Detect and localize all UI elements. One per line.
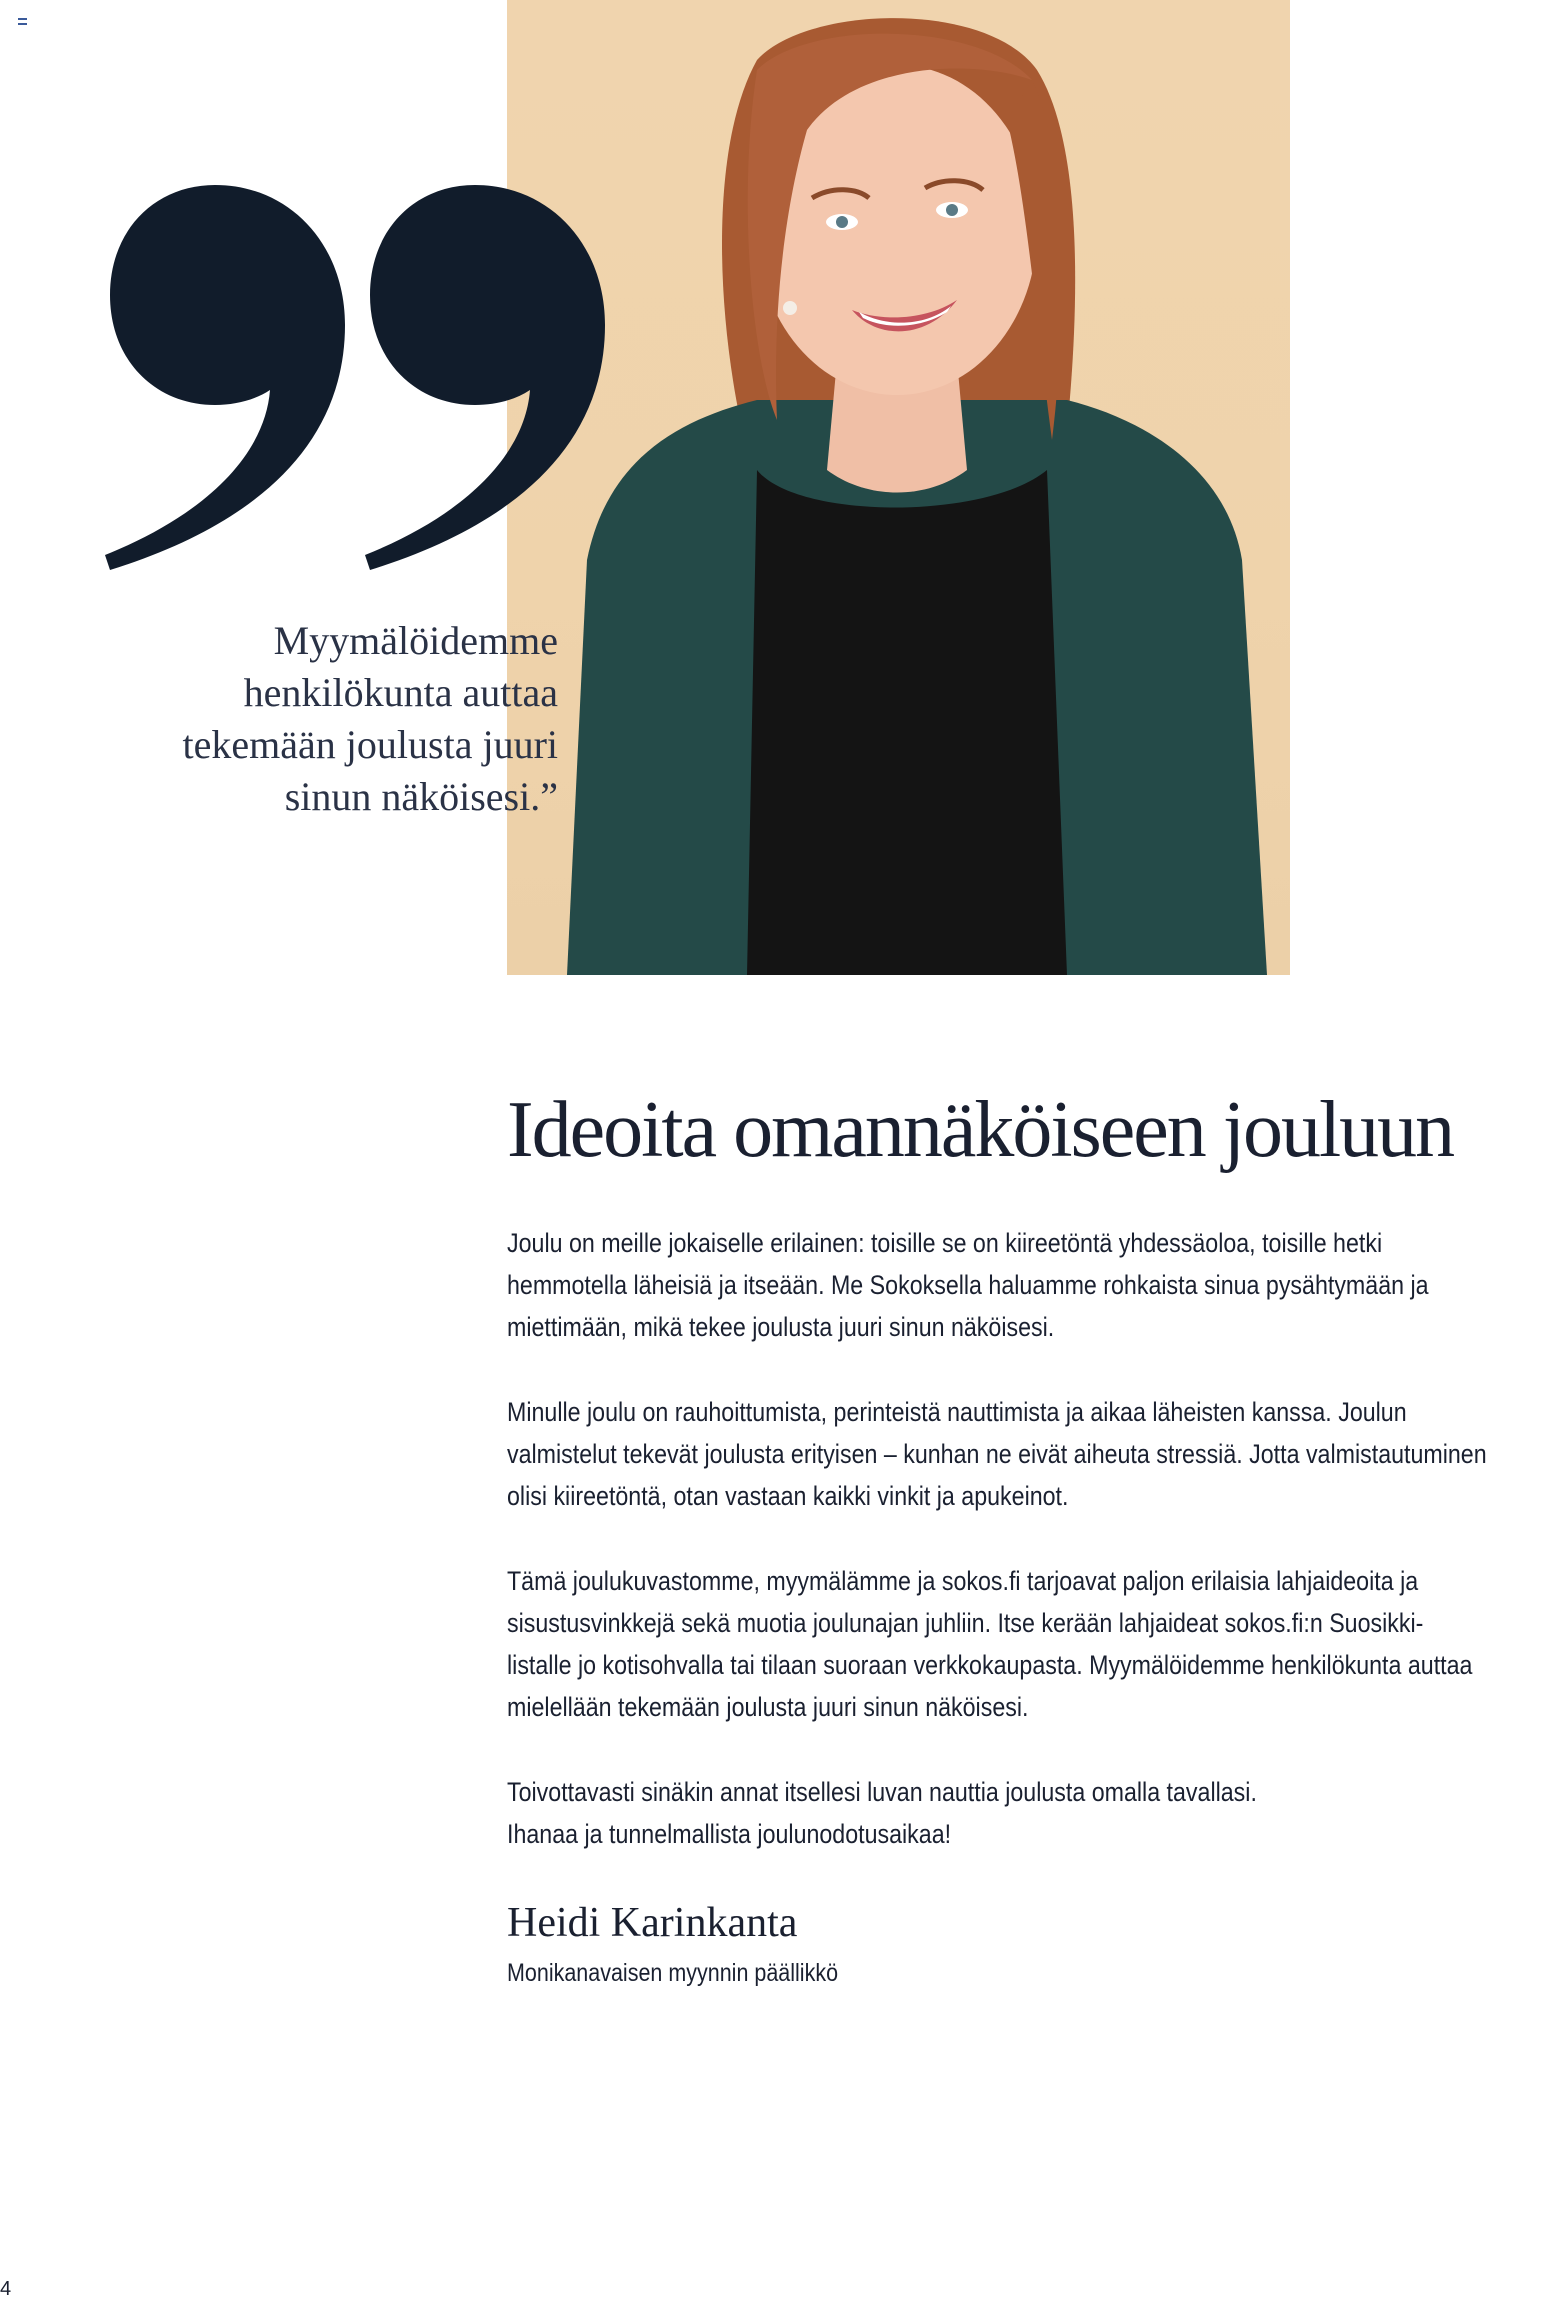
paragraph [507, 1222, 1547, 1348]
portrait-illustration [507, 0, 1290, 975]
signature-name: Heidi Karinkanta [507, 1900, 798, 1946]
text-line: olisi kiireetöntä, otan vastaan kaikki vinkit ja apukeinot. [507, 1481, 1069, 1511]
text-line: sisustusvinkkejä sekä muotia joulunajan juhliin. Itse kerään lahjaideat sokos.fi:n Suosikki- [507, 1608, 1424, 1638]
pull-quote-line: henkilökunta auttaa [243, 670, 558, 715]
hamburger-menu-icon[interactable] [18, 18, 27, 25]
text-line: valmistelut tekevät joulusta erityisen – kunhan ne eivät aiheuta stressiä. Jotta valmistautuminen [507, 1439, 1487, 1469]
text-line: Toivottavasti sinäkin annat itsellesi luvan nauttia joulusta omalla tavallasi. [507, 1777, 1257, 1807]
text-line: listalle jo kotisohvalla tai tilaan suoraan verkkokaupasta. Myymälöidemme henkilökunta auttaa [507, 1650, 1473, 1680]
text-line: Joulu on meille jokaiselle erilainen: toisille se on kiireetöntä yhdessäoloa, toisille hetki [507, 1228, 1383, 1258]
paragraph [507, 1560, 1547, 1728]
signature-role: Monikanavaisen myynnin päällikkö [507, 1959, 839, 1987]
paragraph [507, 1771, 1547, 1855]
pull-quote-line: Myymälöidemme [273, 618, 558, 663]
pull-quote-line: sinun näköisesi.” [284, 774, 558, 819]
pull-quote-line: tekemään joulusta juuri [182, 722, 558, 767]
text-line: Ihanaa ja tunnelmallista joulunodotusaikaa! [507, 1819, 952, 1849]
closing-quotation-mark-icon [95, 175, 605, 575]
paragraph [507, 1391, 1547, 1517]
page-number: 4 [0, 2278, 12, 2300]
text-line: hemmotella läheisiä ja itseään. Me Sokoksella haluamme rohkaista sinua pysähtymään ja [507, 1270, 1429, 1300]
text-line: Minulle joulu on rauhoittumista, perinteistä nauttimista ja aikaa läheisten kanssa. Joulun [507, 1397, 1407, 1427]
pull-quote [100, 615, 558, 823]
text-line: Tämä joulukuvastomme, myymälämme ja sokos.fi tarjoavat paljon erilaisia lahjaideoita ja [507, 1566, 1419, 1596]
article-heading: Ideoita omannäköiseen jouluun [507, 1086, 1454, 1174]
article-body [507, 1222, 1547, 1898]
text-line: miettimään, mikä tekee joulusta juuri sinun näköisesi. [507, 1312, 1055, 1342]
portrait-photo [507, 0, 1290, 975]
text-line: mielellään tekemään joulusta juuri sinun näköisesi. [507, 1692, 1029, 1722]
